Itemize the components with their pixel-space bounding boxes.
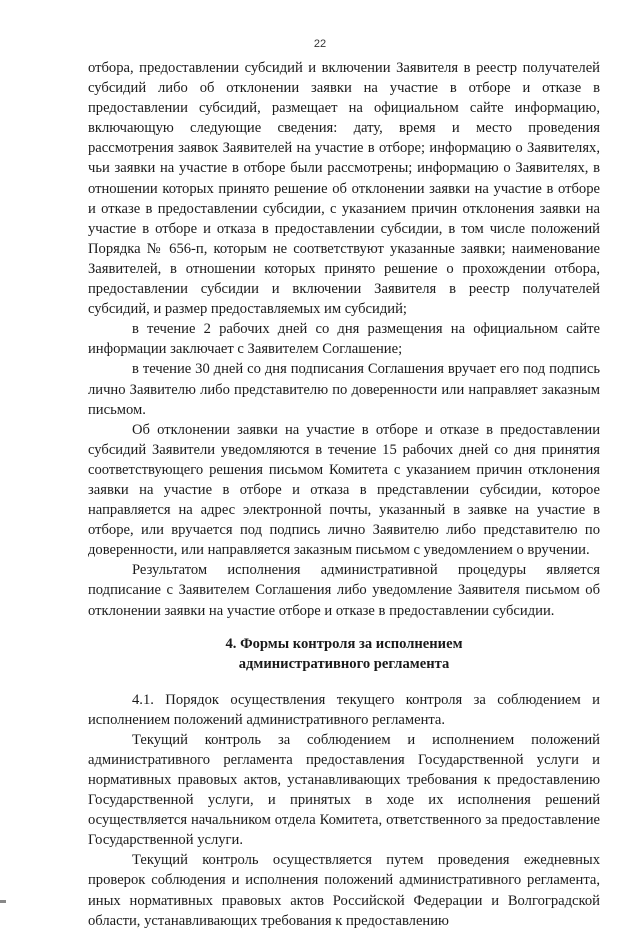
- paragraph-rejection-notice: Об отклонении заявки на участие в отборе и отказе в предоставлении субсидий Заявители уведомляются в течение 15 рабочих дней со дня принятия соответствующего решения письмом Комитета с указанием причин отклонения заявки на участие в отборе и отказа в представлении субсидии, которое направляется на адрес электронной почты, указанный в заявке на участие в отборе, или вручается под подпись лично Заявителю либо представителю по доверенности, или направляется заказным письмом с уведомлением о вручении.: [88, 421, 600, 559]
- scan-edge-mark: [0, 900, 6, 903]
- paragraph-continuation: отбора, предоставлении субсидий и включении Заявителя в реестр получателей субсидий либо об отклонении заявки на участие в отборе и отказе в предоставлении субсидий, размещает на официальном сайте информацию, включающую следующие сведения: дату, время и место проведения рассмотрения заявок Заявителей на участие в отборе; информацию о Заявителях, чьи заявки на участие в отборе были рассмотрены; информацию о Заявителях, в отношении которых принято решение об отклонении заявки на участие в отборе и отказе в предоставлении субсидии, с указанием причин отклонения заявки на участие в отборе и отказа в предоставлении субсидии, в том числе положений Порядка № 656-п, которым не соответствуют указанные заявки; наименование Заявителей, в отношении которых принято решение о прохождении отбора, предоставлении субсидии и включении Заявителя в реестр получателей субсидий, и размер предоставляемых им субсидий;: [88, 60, 600, 318]
- paragraph-4-1: 4.1. Порядок осуществления текущего контроля за соблюдением и исполнением положений административного регламента.: [88, 691, 600, 728]
- paragraph-current-control: Текущий контроль за соблюдением и исполнением положений административного регламента предоставления Государственной услуги и нормативных правовых актов, устанавливающих требования к предоставлению Государственной услуги, и принятых в ходе их исполнения решений осуществляется начальником отдела Комитета, ответственного за предоставление Государственной услуги.: [88, 731, 600, 849]
- paragraph-control-checks: Текущий контроль осуществляется путем проведения ежедневных проверок соблюдения и исполнения положений административного регламента, иных нормативных правовых актов Российской Федерации и Волгоградской области, устанавливающих требования к предоставлению: [88, 852, 600, 929]
- document-body: [88, 58, 600, 931]
- section-heading-line-1: 4. Формы контроля за исполнением: [225, 635, 463, 652]
- paragraph-agreement-delivery: в течение 30 дней со дня подписания Соглашения вручает его под подпись лично Заявителю либо представителю по доверенности или направляет заказным письмом.: [88, 361, 600, 418]
- paragraph-procedure-result: Результатом исполнения административной процедуры является подписание с Заявителем Соглашения либо уведомление Заявителя письмом об отклонении заявки на участие отборе и отказе в предоставлении субсидии.: [88, 562, 600, 619]
- page-number: 22: [313, 38, 327, 50]
- paragraph-agreement-term: в течение 2 рабочих дней со дня размещения на официальном сайте информации заключает с Заявителем Соглашение;: [88, 321, 600, 358]
- section-heading-line-2: административного регламента: [238, 655, 450, 672]
- section-heading: [88, 634, 600, 674]
